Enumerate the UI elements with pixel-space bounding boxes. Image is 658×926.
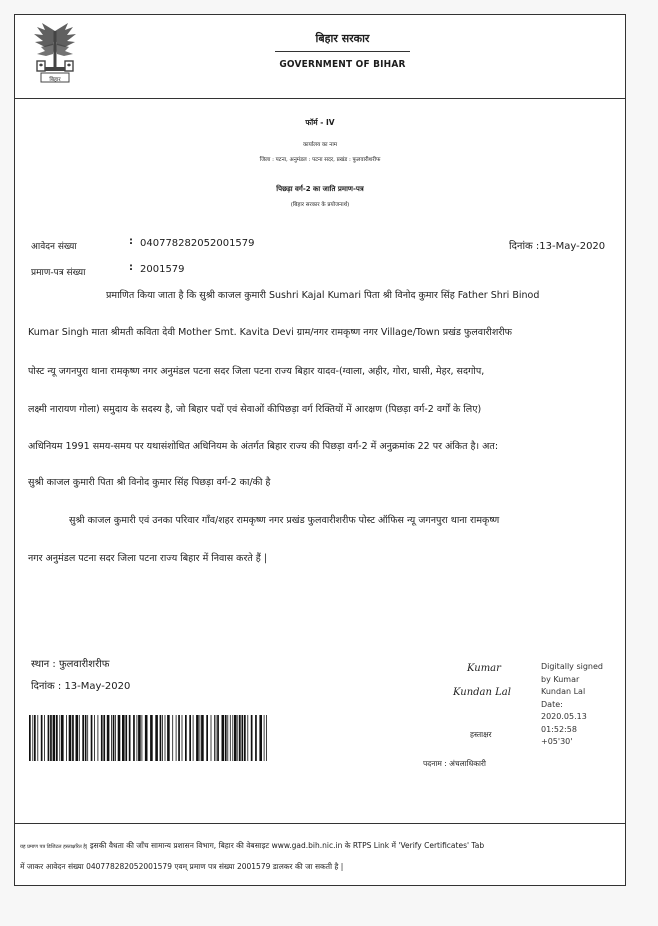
certificate-number: 2001579 — [140, 264, 185, 275]
application-number-label: आवेदन संख्या — [31, 242, 77, 252]
barcode-bar — [155, 715, 158, 761]
barcode-bar — [232, 715, 233, 761]
form-number: फॉर्म - IV — [305, 118, 335, 127]
barcode-bar — [137, 715, 138, 761]
barcode-bar — [98, 715, 99, 761]
digital-signature-block — [541, 661, 621, 749]
barcode-bar — [211, 715, 212, 761]
body-line: लक्ष्मी नारायण गोला) समुदाय के सदस्य है, जो बिहार पदों एवं सेवाओं कीपिछड़ा वर्ग रिक्तियों में आरक्षण (पिछड़ा वर्ग-2 वर्गों के लिए) — [28, 404, 482, 415]
body-line: पोस्ट न्यू जगनपुरा थाना रामकृष्ण नगर अनुमंडल पटना सदर जिला पटना राज्य बिहार यादव-(ग्वाला, अहीर, गोरा, घासी, मेहर, सदगोप, — [28, 366, 485, 377]
application-number: 040778282052001579 — [140, 238, 255, 249]
barcode-bar — [172, 715, 173, 761]
barcode-bar — [244, 715, 246, 761]
barcode-bar — [222, 715, 225, 761]
barcode-bar — [145, 715, 148, 761]
barcode-bar — [133, 715, 135, 761]
barcode-bar — [94, 715, 95, 761]
barcode-bar — [138, 715, 141, 761]
barcode-bar — [264, 715, 265, 761]
body-line: नगर अनुमंडल पटना सदर जिला पटना राज्य बिहार में निवास करते हैं | — [28, 553, 268, 564]
barcode-bar — [217, 715, 219, 761]
barcode-bar — [72, 715, 74, 761]
barcode-bar — [125, 715, 127, 761]
digital-signature-line: by Kumar — [541, 674, 580, 684]
certificate-title: पिछड़ा वर्ग-2 का जाति प्रमाण-पत्र — [276, 185, 364, 193]
barcode-bar — [216, 715, 217, 761]
office-label: कार्यालय का नाम — [302, 142, 338, 148]
barcode-bar — [196, 715, 199, 761]
barcode-bar — [239, 715, 241, 761]
barcode-bar — [227, 715, 228, 761]
signed-date: दिनांक : 13-May-2020 — [31, 681, 131, 692]
barcode-bar — [113, 715, 115, 761]
certificate-subtitle: (बिहार सरकार के प्रयोजनार्थ) — [290, 202, 350, 208]
barcode-bar — [32, 715, 33, 761]
barcode-bar — [167, 715, 170, 761]
digital-signature-line: +05'30' — [541, 737, 573, 746]
barcode-bar — [162, 715, 163, 761]
footer-line-1: इसकी वैधता की जाँच सामान्य प्रशासन विभाग, बिहार की वेबसाइट www.gad.bih.nic.in के RTPS Link में 'Verify Certificates' Tab — [87, 841, 485, 850]
barcode-bar — [115, 715, 116, 761]
barcode-bar — [59, 715, 60, 761]
certificate-number-label: प्रमाण-पत्र संख्या — [31, 268, 86, 278]
designation: पदनाम : अंचलाधिकारी — [423, 759, 486, 768]
signer-name-last: Kundan Lal — [453, 687, 511, 698]
district-line: जिला : पटना, अनुमंडल : पटना सदर, प्रखंड : फुलवारीशरीफ — [259, 157, 381, 163]
barcode-bar — [193, 715, 194, 761]
colon: : — [129, 236, 133, 247]
digital-signature-line: 2020.05.13 — [541, 712, 587, 721]
body-line: अधिनियम 1991 समय-समय पर यथासंशोधित अधिनियम के अंतर्गत बिहार राज्य की पिछड़ा वर्ग-2 में अनुक्रमांक 22 पर अंकित है। अत: — [28, 441, 499, 452]
issue-date: दिनांक :13-May-2020 — [509, 241, 606, 252]
english-government-title: GOVERNMENT OF BIHAR — [279, 59, 406, 70]
barcode-bar — [76, 715, 79, 761]
barcode-bar — [200, 715, 201, 761]
barcode-bar — [251, 715, 253, 761]
barcode-bar — [185, 715, 187, 761]
barcode-bar — [111, 715, 112, 761]
barcode-bar — [259, 715, 262, 761]
barcode-bar — [234, 715, 237, 761]
barcode-bar — [101, 715, 103, 761]
barcode-bar — [165, 715, 166, 761]
barcode-bar — [66, 715, 67, 761]
digital-signature-line: Date: — [541, 699, 563, 709]
barcode-bar — [48, 715, 50, 761]
barcode-bar — [201, 715, 204, 761]
barcode-bar — [206, 715, 208, 761]
barcode-bar — [266, 715, 267, 761]
barcode-bar — [118, 715, 121, 761]
barcode-bar — [107, 715, 110, 761]
barcode-bar — [160, 715, 162, 761]
barcode-bar — [103, 715, 105, 761]
body-line: प्रमाणित किया जाता है कि सुश्री काजल कुमारी Sushri Kajal Kumari पिता श्री विनोद कुमार सिंह Father Shri Binod — [106, 290, 540, 301]
header-divider — [15, 98, 625, 99]
barcode-bar — [87, 715, 88, 761]
barcode-bar — [56, 715, 58, 761]
digital-signature-line: Kundan Lal — [541, 687, 586, 696]
barcode-bar — [29, 715, 31, 761]
body-line: सुश्री काजल कुमारी एवं उनका परिवार गाँव/शहर रामकृष्ण नगर प्रखंड फुलवारीशरीफ पोस्ट ऑफिस न्यू जगनपुरा थाना रामकृष्ण — [69, 515, 500, 526]
barcode-bar — [69, 715, 72, 761]
footer-line-2: में जाकर आवेदन संख्या 040778282052001579 एवम् प्रमाण पत्र संख्या 2001579 डालकर की जा सकती है | — [20, 862, 344, 871]
barcode-bar — [237, 715, 238, 761]
signer-name-first: Kumar — [467, 663, 501, 674]
barcode-bar — [189, 715, 191, 761]
barcode — [29, 715, 269, 761]
barcode-bar — [150, 715, 153, 761]
barcode-bar — [61, 715, 64, 761]
barcode-bar — [178, 715, 180, 761]
barcode-bar — [247, 715, 248, 761]
body-line: Kumar Singh माता श्रीमती कविता देवी Mother Smt. Kavita Devi ग्राम/नगर रामकृष्ण नगर Village/Town प्रखंड फुलवारीशरीफ — [28, 327, 513, 338]
barcode-bar — [129, 715, 131, 761]
barcode-bar — [255, 715, 257, 761]
barcode-bar — [34, 715, 36, 761]
barcode-bar — [44, 715, 45, 761]
digital-signature-line: Digitally signed — [541, 662, 603, 671]
barcode-bar — [91, 715, 93, 761]
barcode-bar — [79, 715, 80, 761]
digital-signature-note: यह प्रमाण पत्र डिजिटल हस्ताक्षरित है| — [20, 844, 88, 850]
hindi-government-title: बिहार सरकार — [315, 32, 370, 45]
barcode-bar — [182, 715, 183, 761]
barcode-bar — [230, 715, 231, 761]
barcode-bar — [50, 715, 52, 761]
signature-label: हस्ताक्षर — [470, 730, 492, 739]
certificate-page — [14, 14, 626, 886]
barcode-bar — [142, 715, 143, 761]
barcode-bar — [41, 715, 43, 761]
barcode-bar — [53, 715, 56, 761]
barcode-bar — [214, 715, 215, 761]
footer-verification-line — [20, 841, 484, 851]
title-divider — [275, 51, 410, 52]
barcode-bar — [225, 715, 227, 761]
emblem-caption: बिहार — [49, 77, 61, 83]
body-line: सुश्री काजल कुमारी पिता श्री विनोद कुमार सिंह पिछड़ा वर्ग-2 का/की है — [28, 477, 271, 488]
barcode-bar — [242, 715, 244, 761]
barcode-bar — [122, 715, 125, 761]
barcode-bar — [82, 715, 84, 761]
barcode-bar — [37, 715, 38, 761]
barcode-bar — [176, 715, 177, 761]
digital-signature-line: 01:52:58 — [541, 724, 577, 734]
colon: : — [129, 262, 133, 273]
barcode-bar — [85, 715, 87, 761]
place: स्थान : फुलवारीशरीफ — [31, 659, 110, 670]
footer-divider — [15, 823, 625, 824]
